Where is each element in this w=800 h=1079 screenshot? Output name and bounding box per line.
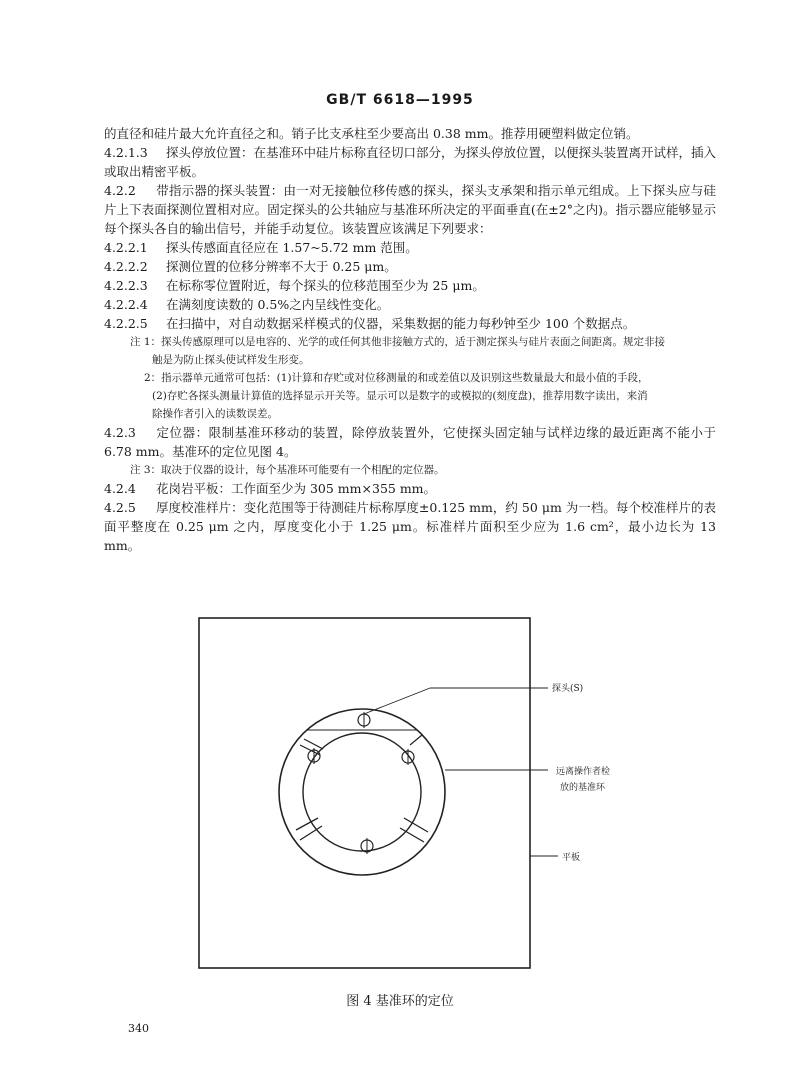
ring-slot-line [300,745,320,755]
clause-4-2-2-5 [104,314,716,333]
clause-4-2-2-1 [104,238,716,257]
leader-probe [364,688,430,714]
clause-text: 花岗岩平板：工作面至少为 305 mm×355 mm。 [156,481,437,496]
ring-segment-line [404,818,428,832]
note-3: 注 3：取决于仪器的设计，每个基准环可能要有一个相配的定位器。 [130,464,445,476]
clause-4-2-3 [104,423,716,461]
label-probe: 探头(S) [552,684,584,694]
clause-number: 4.2.2.2 [104,259,148,274]
clause-4-2-5 [104,498,716,555]
label-ring-line-1: 远离操作者检 [556,767,611,777]
document-body [104,124,716,555]
locator-pin [308,750,320,762]
clause-4-2-2-2 [104,257,716,276]
locator-pin [402,751,414,763]
ring-inner [303,733,421,851]
clause-number: 4.2.5 [104,500,136,515]
clause-text: 探测位置的位移分辨率不大于 0.25 μm。 [166,259,397,274]
clause-text: 在扫描中，对自动数据采样模式的仪器，采集数据的能力每秒钟至少 100 个数据点。 [166,316,636,331]
clause-number: 4.2.2.4 [104,297,148,312]
clause-text: 探头传感面直径应在 1.57~5.72 mm 范围。 [166,240,418,255]
clause-text: 定位器：限制基准环移动的装置，除停放装置外，它使探头固定轴与试样边缘的最近距离不能小于 6.78 mm。基准环的定位见图 4。 [104,425,716,459]
note-2-line-2: (2)存贮各探头测量计算值的选择显示开关等。显示可以是数字的或模拟的(刻度盘)，推荐用数字读出，来消 [152,390,648,402]
label-plate: 平板 [562,853,581,863]
locator-pin [361,840,373,852]
clause-4-2-2 [104,181,716,238]
figure-caption: 图 4 基准环的定位 [346,994,454,1009]
note-1-line-1: 注 1：探头传感原理可以是电容的、光学的或任何其他非接触方式的，适于测定探头与硅片表面之间距离。规定非接 [130,336,666,348]
clause-number: 4.2.1.3 [104,145,148,160]
ring-slot-line [410,735,422,745]
clause-text: 带指示器的探头装置：由一对无接触位移传感的探头，探头支承架和指示单元组成。上下探头应与硅片上下表面探测位置相对应。固定探头的公共轴应与基准环所决定的平面垂直(在±2°之内)。指示器应能够显示每个探头各自的输出信号，并能手动复位。该装置应该满足下列要求： [104,183,716,236]
clause-text: 在满刻度读数的 0.5%之内呈线性变化。 [166,297,390,312]
probe-pin [358,714,370,726]
note-1-line-2: 触是为防止探头使试样发生形变。 [152,354,310,366]
clause-text: 厚度校准样片：变化范围等于待测硅片标称厚度±0.125 mm，约 50 μm 为一档。每个校准样片的表面平整度在 0.25 μm 之内，厚度变化小于 1.25 μm。标准样片面积至少应为 1.6 cm²，最小边长为 13 mm。 [104,500,716,553]
clause-number: 4.2.2.5 [104,316,148,331]
note-2-line-3: 除操作者引入的读数误差。 [152,408,278,420]
clause-number: 4.2.2 [104,183,136,198]
paragraph-continuation: 的直径和硅片最大允许直径之和。销子比支承柱至少要高出 0.38 mm。推荐用硬塑料做定位销。 [104,126,639,141]
ring-segment-line [400,828,424,842]
clause-number: 4.2.2.3 [104,278,148,293]
ring-segment-line [296,818,318,830]
plate-outline [199,618,530,968]
clause-number: 4.2.3 [104,425,136,440]
clause-text: 在标称零位置附近，每个探头的位移范围至少为 25 μm。 [166,278,485,293]
ring-slot-line [304,739,323,749]
clause-4-2-4 [104,479,716,498]
clause-4-2-2-3 [104,276,716,295]
clause-4-2-1-3 [104,143,716,181]
page-header: GB/T 6618—1995 [326,92,474,108]
clause-text: 探头停放位置：在基准环中硅片标称直径切口部分，为探头停放位置，以便探头装置离开试样，插入或取出精密平板。 [104,145,717,179]
label-ring-line-2: 放的基准环 [560,783,606,793]
clause-number: 4.2.4 [104,481,136,496]
clause-number: 4.2.2.1 [104,240,148,255]
page-number: 340 [128,1022,149,1035]
note-2-line-1: 2：指示器单元通常可包括：(1)计算和存贮或对位移测量的和或差值以及识别这些数量最大和最小值的手段， [144,372,649,384]
clause-4-2-2-4 [104,295,716,314]
ring-segment-line [300,826,322,840]
ring-outer [279,709,445,875]
